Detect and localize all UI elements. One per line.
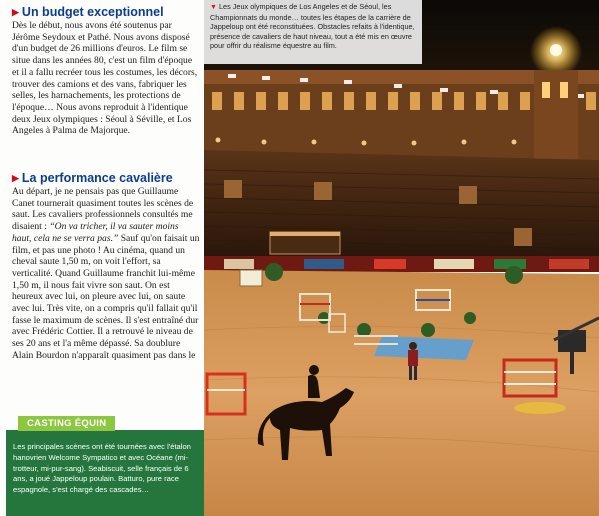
red-triangle-icon: ▶ xyxy=(12,7,19,17)
paragraph-text: Au départ, je ne pensais pas que Guillaume Canet tournerait quasiment toutes les scènes de saut. Les cavaliers professionnels consultés me disaient : xyxy=(12,186,194,233)
photo-caption-box xyxy=(204,0,422,64)
seating-stands xyxy=(204,150,599,272)
section-paragraph-performance xyxy=(12,186,200,362)
section-heading-budget xyxy=(12,5,164,19)
red-triangle-icon: ▶ xyxy=(12,173,19,183)
red-triangle-icon: ▼ xyxy=(210,4,217,11)
photo-caption xyxy=(210,2,420,51)
arena-photo xyxy=(204,0,599,516)
section-heading-text: La performance cavalière xyxy=(21,171,173,185)
casting-text: Les principales scènes ont été tournées avec l'étalon hanovrien Welcome Sympatico et avec Océane (mi-trotteur, mi-pur-sang). Seabiscuit, selle français de 6 ans, a joué Jappeloup poulain. Batturo, pure race espagnole, s'est chargé des cascades… xyxy=(13,442,191,495)
water-jump xyxy=(374,336,474,360)
text-column xyxy=(0,0,204,516)
arena-illustration xyxy=(204,0,599,516)
section-paragraph-budget: Dès le début, nous avons été soutenus par Jérôme Seydoux et Pathé. Nous avons disposé d'un budget de 26 millions d'euros. Le film se situe dans les années 80, c'est un film d'époque et il a fallu recréer tous les costumes, les décors, trouver des camions et des vans, fabriquer les selles, les harnachements, les protections de l'époque… Nous avons reproduit à l'identique deux Jeux olympiques : Séoul à Séville, et Los Angeles à Palma de Majorque. xyxy=(12,20,198,137)
section-heading-text: Un budget exceptionnel xyxy=(21,5,164,19)
section-heading-performance xyxy=(12,171,173,185)
caption-text: Les Jeux olympiques de Los Angeles et de Séoul, les Championnats du monde… toutes les étapes de la carrière de Jappeloup ont été reconstituées. Obstacles refaits à l'identique, présence de cavaliers de haut niveau, tout a été mis en œuvre pour offrir du réalisme équestre au film. xyxy=(210,2,415,51)
casting-tag: CASTING ÉQUIN xyxy=(18,416,115,431)
paragraph-text: Sauf qu'on faisait un film, et pas une photo ! Au cinéma, quand un cheval saute 1,50 m, on voit l'effort, sa verticalité. Quand Guillaume franchit lui-même 1,50 m, il nous fait vivre son saut. On est heureux avec lui, on pleure avec lui, on saute avec lui. Très vite, on a compris qu'il fallait qu'il fasse le maximum de scènes. Il s'est entraîné dur avec Frédéric Cottier. Il a retrouvé le niveau de ses 20 ans et l'a même dépassé. Sa doublure Alain Bourdon n'apparaît quasiment pas dans le xyxy=(12,232,200,361)
arena-sand xyxy=(204,270,599,516)
quoted-text: “On va tricher, il va sauter moins haut, cela ne se verra pas.” xyxy=(12,221,179,244)
